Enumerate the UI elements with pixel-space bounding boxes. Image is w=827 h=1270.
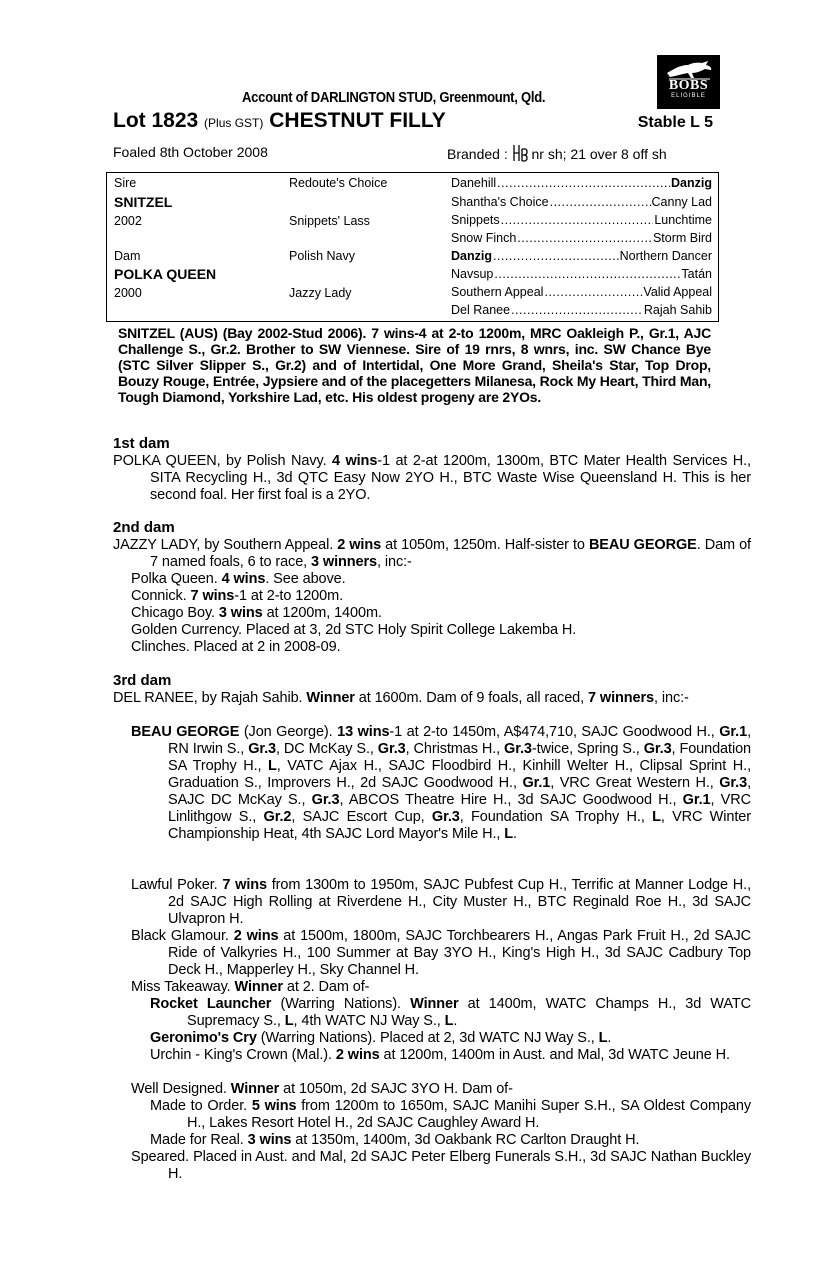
list-item: Golden Currency. Placed at 3, 2d STC Holy Spirit College Lakemba H. — [131, 622, 577, 638]
brand-description: nr sh; 21 over 8 off sh — [531, 146, 667, 162]
second-dam-heading: 2nd dam — [113, 519, 175, 536]
dams-dam: Jazzy Lady — [289, 286, 352, 300]
g3-row: Southern Appeal ..... Valid Appeal — [451, 285, 712, 299]
logo-word: BOBS — [668, 78, 709, 93]
list-item: Miss Takeaway. Winner at 2. Dam of- — [131, 979, 370, 995]
brand-label: Branded : — [447, 146, 508, 162]
foaled-date: Foaled 8th October 2008 — [113, 144, 268, 160]
dam-year: 2000 — [114, 286, 142, 300]
sire-summary: SNITZEL (AUS) (Bay 2002-Stud 2006). 7 wins-4 at 2-to 1200m, MRC Oakleigh P., Gr.1, AJC Challenge S., Gr.2. Brother to SW Viennese. Sire of 19 rnrs, 8 wnrs, inc. SW Chance Bye (STC Silver Slipper S., Gr.2) and of Intertidal, One More Grand, Sheila's Star, Top Drop, Bouzy Rouge, Entrée, Jypsiere and of the placegetters Milanesa, Rock My Heart, Third Man, Tough Diamond, Yorkshire Lad, etc. His oldest progeny are 2YOs. — [118, 325, 711, 405]
list-item: Rocket Launcher (Warring Nations). Winner at 1400m, WATC Champs H., 3d WATC Supremacy S., L, 4th WATC NJ Way S., L. — [150, 996, 751, 1029]
gst-note: (Plus GST) — [204, 116, 264, 130]
first-dam-heading: 1st dam — [113, 435, 170, 452]
bobs-logo — [657, 55, 720, 109]
list-item: Made for Real. 3 wins at 1350m, 1400m, 3d Oakbank RC Carlton Draught H. — [150, 1132, 640, 1148]
list-item: Lawful Poker. 7 wins from 1300m to 1950m, SAJC Pubfest Cup H., Terrific at Manner Lodge H., 2d SAJC High Rolling at Riverdene H., City Muster H., BTC Reginald Roe H., 3d SAJC Ulvapron H. — [131, 877, 751, 927]
dam-label: Dam — [114, 249, 141, 263]
third-dam-text: DEL RANEE, by Rajah Sahib. Winner at 1600m. Dam of 9 foals, all raced, 7 winners, inc:- — [113, 690, 689, 706]
g3-row: Danzig ..... Northern Dancer — [451, 249, 712, 263]
sire-year: 2002 — [114, 214, 142, 228]
lot-header — [113, 109, 713, 135]
logo-subword: ELIGIBLE — [671, 93, 706, 99]
sire-name: SNITZEL — [114, 194, 173, 210]
third-dam-heading: 3rd dam — [113, 672, 172, 689]
dam-name: POLKA QUEEN — [114, 266, 217, 282]
vendor-account: Account of DARLINGTON STUD, Greenmount, Qld. — [242, 90, 546, 106]
list-item: Urchin - King's Crown (Mal.). 2 wins at 1200m, 1400m in Aust. and Mal, 3d WATC Jeune H. — [150, 1047, 730, 1063]
list-item: Black Glamour. 2 wins at 1500m, 1800m, SAJC Torchbearers H., Angas Park Fruit H., 2d SAJC Ride of Valkyries H., 100 Summer at Bay 3YO H., King's High H., 3d SAJC Cadbury Top Deck H., Mapperley H., Sky Channel H. — [131, 928, 751, 978]
g3-row: Danehill ..... Danzig — [451, 176, 712, 190]
list-item: Polka Queen. 4 wins. See above. — [131, 571, 346, 587]
dams-sire: Polish Navy — [289, 249, 355, 263]
sire-label: Sire — [114, 176, 137, 190]
list-item: Geronimo's Cry (Warring Nations). Placed at 2, 3d WATC NJ Way S., L. — [150, 1030, 612, 1046]
brand-info — [447, 144, 667, 162]
sires-sire: Redoute's Choice — [289, 176, 388, 190]
lot-description: CHESTNUT FILLY — [269, 109, 446, 132]
g3-row: Snippets ..... Lunchtime — [451, 213, 712, 227]
list-item: Chicago Boy. 3 wins at 1200m, 1400m. — [131, 605, 382, 621]
list-item: Made to Order. 5 wins from 1200m to 1650m, SAJC Manihi Super S.H., SA Oldest Company H., Lakes Resort Hotel H., 2d SAJC Caughley Award H. — [150, 1098, 751, 1131]
first-dam-text: POLKA QUEEN, by Polish Navy. 4 wins-1 at 2-at 1200m, 1300m, BTC Mater Health Services H., SITA Recycling H., 3d QTC Easy Now 2YO H., BTC Waste Wise Queensland H. This is her second foal. Her first foal is a 2YO. — [113, 453, 751, 503]
g3-row: Snow Finch ..... Storm Bird — [451, 231, 712, 245]
pedigree-table — [106, 172, 719, 322]
list-item: Clinches. Placed at 2 in 2008-09. — [131, 639, 341, 655]
second-dam-text: JAZZY LADY, by Southern Appeal. 2 wins at 1050m, 1250m. Half-sister to BEAU GEORGE. Dam of 7 named foals, 6 to race, 3 winners, inc:- — [113, 537, 751, 570]
g3-row: Navsup ..... Tatán — [451, 267, 712, 281]
stable-location: Stable L 5 — [637, 114, 713, 131]
g3-row: Del Ranee ..... Rajah Sahib — [451, 303, 712, 317]
brand-mark-icon — [512, 144, 528, 162]
lot-number: Lot 1823 — [113, 109, 199, 132]
list-item: Connick. 7 wins-1 at 2-to 1200m. — [131, 588, 344, 604]
lot-title — [113, 109, 446, 133]
sires-dam: Snippets' Lass — [289, 214, 370, 228]
g3-row: Shantha's Choice ..... Canny Lad — [451, 195, 712, 209]
list-item: Well Designed. Winner at 1050m, 2d SAJC 3YO H. Dam of- — [131, 1081, 513, 1097]
list-item-beau-george: BEAU GEORGE (Jon George). 13 wins-1 at 2-to 1450m, A$474,710, SAJC Goodwood H., Gr.1, RN Irwin S., Gr.3, DC McKay S., Gr.3, Christmas H., Gr.3-twice, Spring S., Gr.3, Foundation SA Trophy H., L, VATC Ajax H., SAJC Floodbird H., Kinhill Welter H., Clipsal Sprint H., Graduation S., Improvers H., 2d SAJC Goodwood H., Gr.1, VRC Great Western H., Gr.3, SAJC DC McKay S., Gr.3, ABCOS Theatre Hire H., 3d SAJC Goodwood H., Gr.1, VRC Linlithgow S., Gr.2, SAJC Escort Cup, Gr.3, Foundation SA Trophy H., L, VRC Winter Championship Heat, 4th SAJC Lord Mayor's Mile H., L. — [131, 724, 752, 842]
list-item: Speared. Placed in Aust. and Mal, 2d SAJC Peter Elberg Funerals S.H., 3d SAJC Nathan Buckley H. — [131, 1149, 751, 1182]
